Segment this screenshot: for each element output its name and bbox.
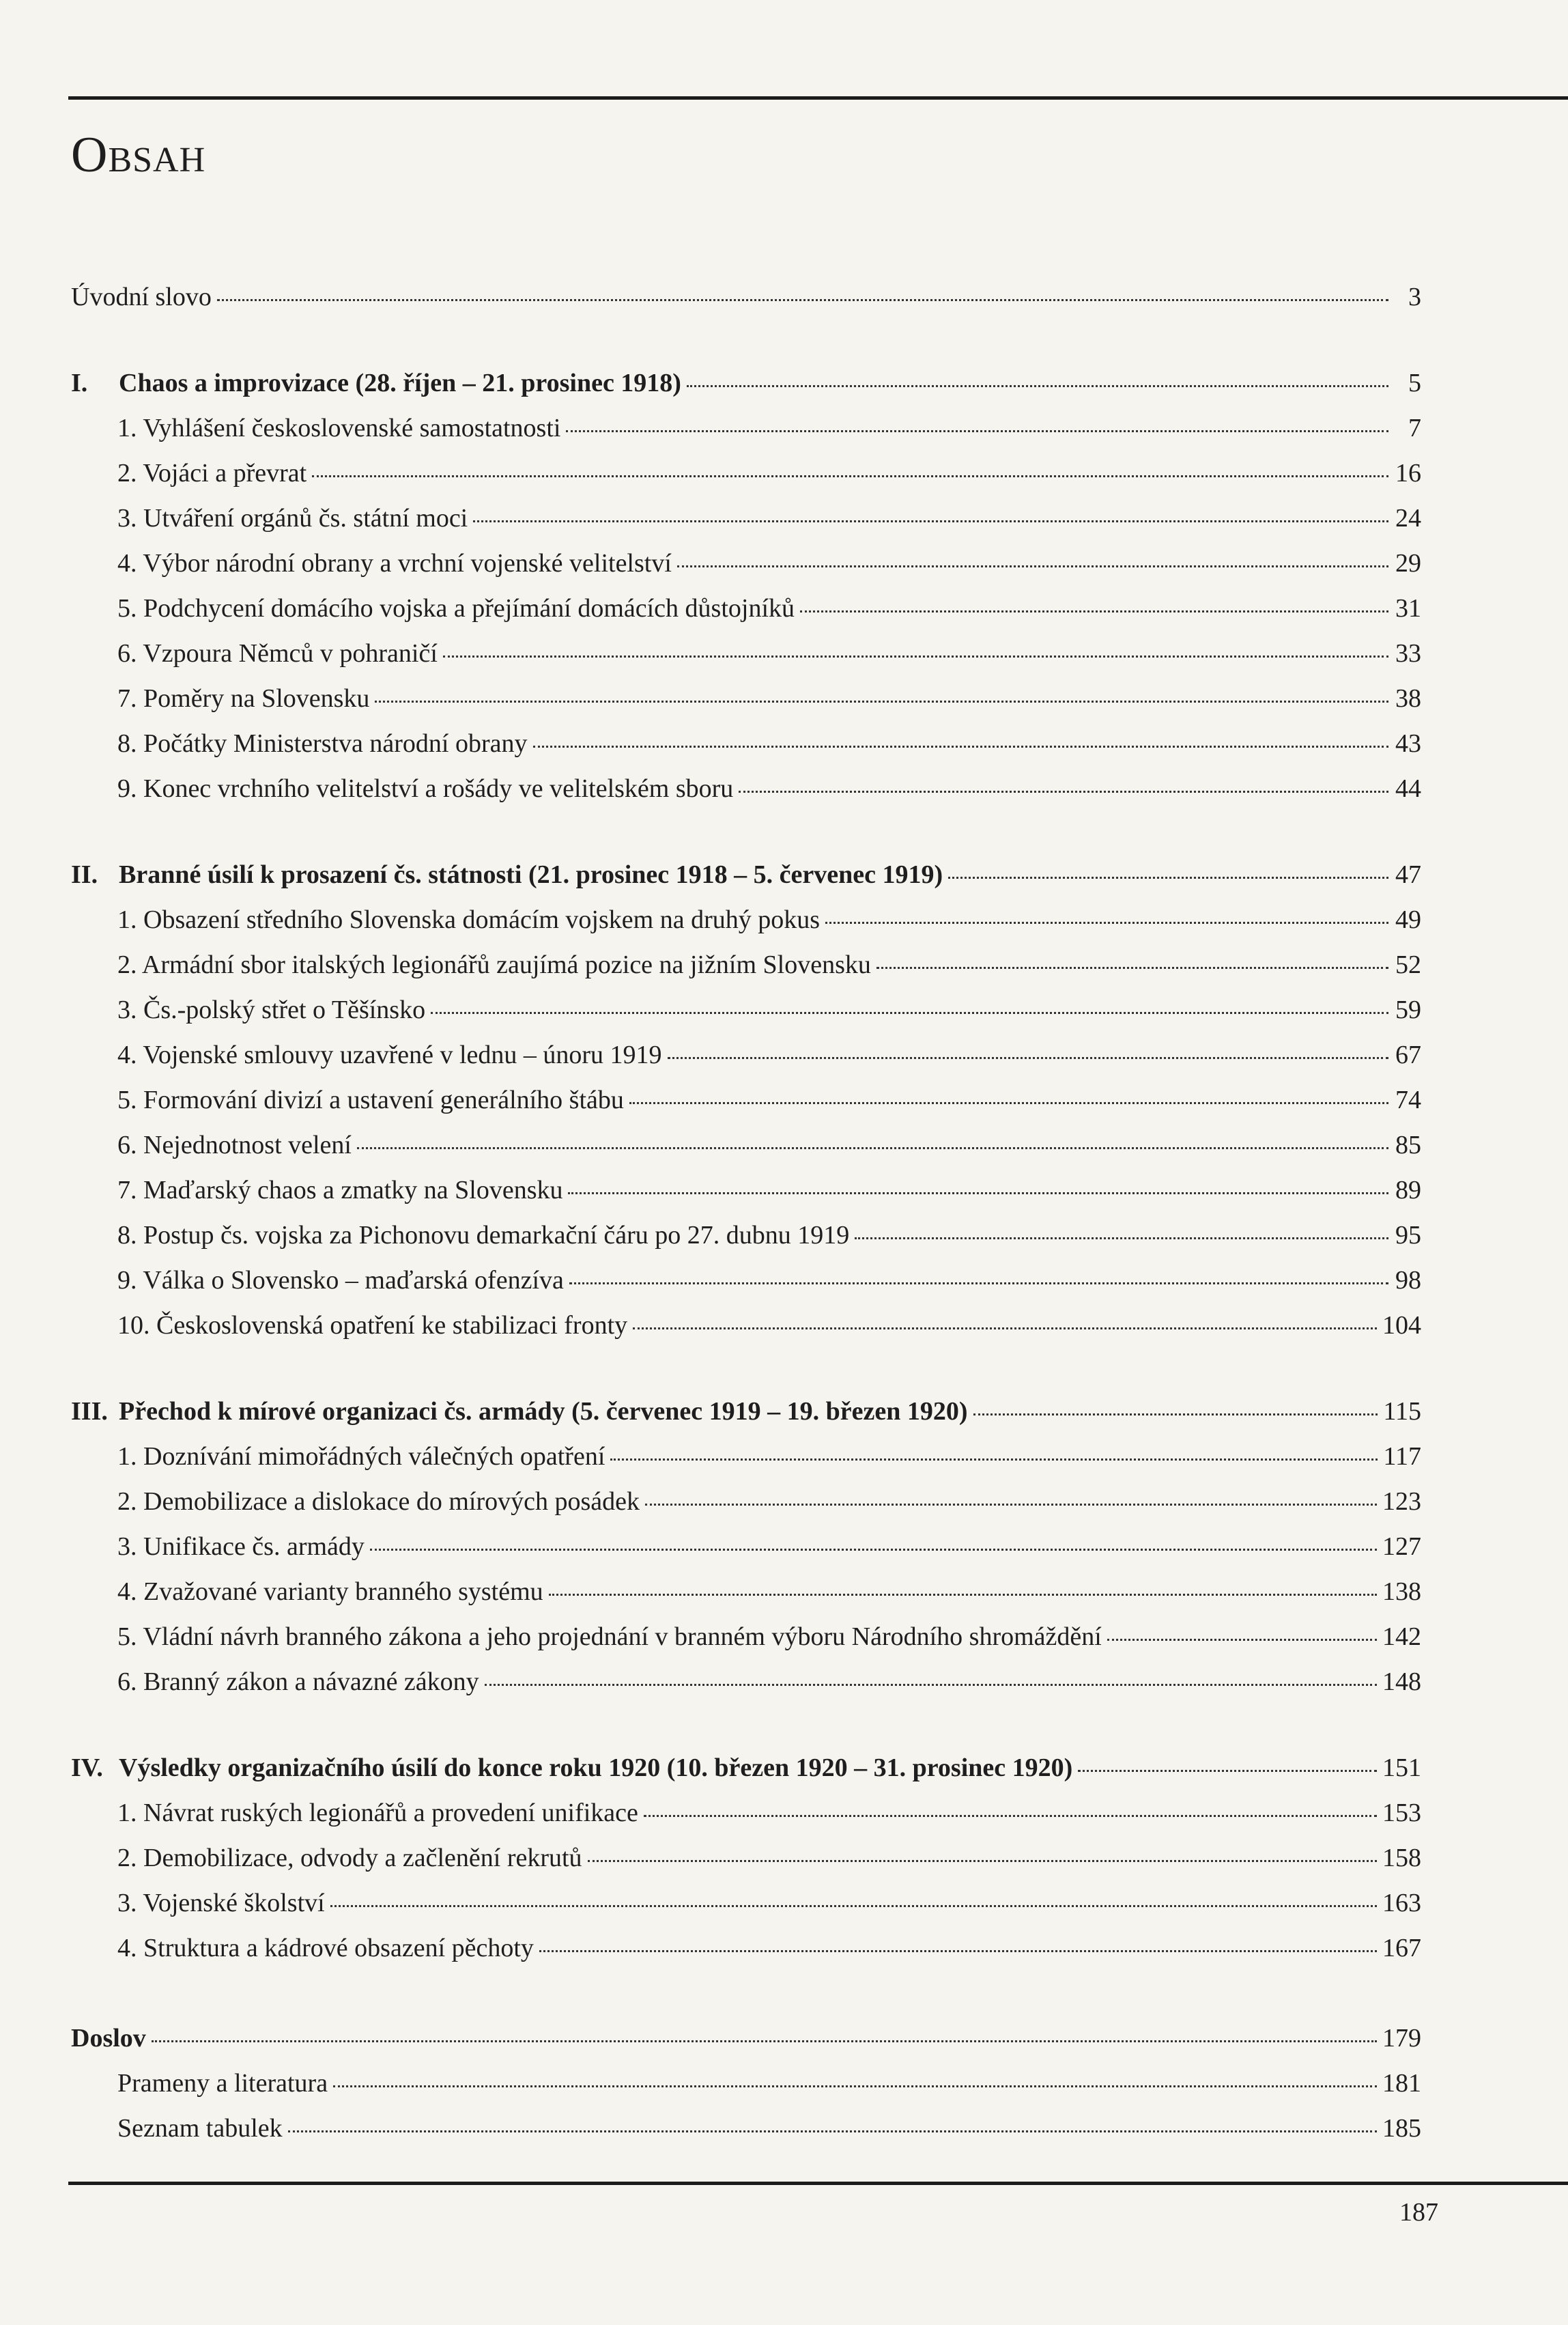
dot-leader — [948, 877, 1388, 879]
top-rule — [68, 96, 1568, 100]
chapter-title: Doslov — [71, 2024, 146, 2053]
toc-section[interactable] — [117, 1263, 1421, 1297]
toc-page-number: 181 — [1382, 2069, 1421, 2098]
toc-section[interactable] — [117, 1931, 1421, 1965]
dot-leader — [549, 1594, 1377, 1596]
section-title: 8. Počátky Ministerstva národní obrany — [117, 729, 528, 758]
section-title: 6. Branný zákon a návazné zákony — [117, 1667, 479, 1696]
toc-page-number: 163 — [1382, 1889, 1421, 1917]
toc-page-number: 148 — [1382, 1667, 1421, 1696]
toc-page-number: 33 — [1395, 639, 1421, 668]
toc-section[interactable] — [117, 546, 1421, 580]
toc-page-number: 16 — [1395, 459, 1421, 488]
section-title: 1. Obsazení středního Slovenska domácím vojskem na druhý pokus — [117, 905, 821, 934]
section-title: 4. Zvažované varianty branného systému — [117, 1577, 543, 1606]
toc-page-number: 117 — [1383, 1442, 1421, 1471]
dot-leader — [825, 922, 1388, 924]
chapter-title: Branné úsilí k prosazení čs. státnosti (21. prosinec 1918 – 5. červenec 1919) — [119, 860, 943, 889]
section-title: 7. Poměry na Slovensku — [117, 684, 370, 713]
toc-page-number: 123 — [1382, 1487, 1421, 1516]
toc-chapter-1[interactable] — [71, 366, 1421, 400]
toc-page-number: 29 — [1395, 549, 1421, 578]
section-title: 2. Demobilizace, odvody a začlenění rekrutů — [117, 1844, 582, 1872]
chapter-title: Výsledky organizačního úsilí do konce roku 1920 (10. březen 1920 – 31. prosinec 1920) — [119, 1753, 1073, 1782]
dot-leader — [633, 1327, 1377, 1329]
dot-leader — [566, 430, 1388, 432]
section-title: 5. Vládní návrh branného zákona a jeho projednání v branném výboru Národního shromáždění — [117, 1622, 1102, 1651]
toc-page-number: 5 — [1408, 369, 1421, 397]
toc-page-number: 67 — [1395, 1041, 1421, 1069]
dot-leader — [485, 1684, 1377, 1686]
chapter-title: Přechod k mírové organizaci čs. armády (5. červenec 1919 – 19. březen 1920) — [119, 1397, 968, 1426]
toc-chapter-2[interactable] — [71, 858, 1421, 892]
toc-section[interactable] — [117, 1439, 1421, 1474]
toc-chapter-3[interactable] — [71, 1394, 1421, 1428]
toc-section[interactable] — [117, 1886, 1421, 1920]
toc-section[interactable] — [117, 1620, 1421, 1654]
toc-section[interactable] — [117, 993, 1421, 1027]
chapter-number: II. — [71, 860, 98, 889]
section-title: 4. Struktura a kádrové obsazení pěchoty — [117, 1934, 534, 1962]
dot-leader — [668, 1057, 1388, 1059]
toc-section[interactable] — [117, 1308, 1421, 1342]
chapter-title: Chaos a improvizace (28. říjen – 21. prosinec 1918) — [119, 369, 681, 397]
toc-page-number: 185 — [1382, 2114, 1421, 2143]
section-title: 1. Vyhlášení československé samostatnosti — [117, 414, 561, 442]
dot-leader — [1107, 1639, 1377, 1641]
dot-leader — [645, 1504, 1377, 1506]
toc-section[interactable] — [117, 501, 1421, 535]
toc-page-number: 74 — [1395, 1086, 1421, 1114]
toc-page-number: 38 — [1395, 684, 1421, 713]
toc-page-number: 85 — [1395, 1131, 1421, 1159]
dot-leader — [739, 791, 1388, 793]
dot-leader — [312, 475, 1388, 477]
section-title: 2. Armádní sbor italských legionářů zaujímá pozice na jižním Slovensku — [117, 950, 871, 979]
dot-leader — [876, 967, 1388, 969]
section-title: 5. Podchycení domácího vojska a přejímání domácích důstojníků — [117, 594, 795, 623]
dot-leader — [644, 1815, 1377, 1817]
section-title: 3. Čs.-polský střet o Těšínsko — [117, 996, 426, 1024]
section-title: 9. Válka o Slovensko – maďarská ofenzíva — [117, 1266, 564, 1295]
section-title: 8. Postup čs. vojska za Pichonovu demarkační čáru po 27. dubnu 1919 — [117, 1221, 850, 1250]
dot-leader — [473, 520, 1388, 522]
toc-page-number: 89 — [1395, 1176, 1421, 1204]
toc-page-number: 104 — [1382, 1311, 1421, 1340]
bottom-rule — [68, 2182, 1568, 2185]
chapter-number: I. — [71, 369, 88, 397]
section-title: 1. Doznívání mimořádných válečných opatření — [117, 1442, 605, 1471]
toc-section[interactable] — [117, 727, 1421, 761]
section-title: 7. Maďarský chaos a zmatky na Slovensku — [117, 1176, 563, 1204]
toc-page-number: 167 — [1382, 1934, 1421, 1962]
toc-section[interactable] — [117, 772, 1421, 806]
toc-page-number: 138 — [1382, 1577, 1421, 1606]
toc-page-number: 49 — [1395, 905, 1421, 934]
toc-section[interactable] — [117, 1083, 1421, 1117]
section-title: 3. Utváření orgánů čs. státní moci — [117, 504, 468, 533]
toc-section[interactable] — [117, 1796, 1421, 1830]
dot-leader — [288, 2130, 1377, 2132]
section-title: Prameny a literatura — [117, 2069, 328, 2098]
toc-section[interactable] — [117, 456, 1421, 490]
toc-page-number: 153 — [1382, 1799, 1421, 1827]
toc-section[interactable] — [117, 681, 1421, 716]
toc-section[interactable] — [117, 1665, 1421, 1699]
toc-page-number: 47 — [1395, 860, 1421, 889]
toc-section[interactable] — [117, 1575, 1421, 1609]
toc-page-number: 151 — [1382, 1753, 1421, 1782]
toc-page-number: 3 — [1408, 283, 1421, 311]
toc-section[interactable] — [117, 2066, 1421, 2100]
toc-page-number: 24 — [1395, 504, 1421, 533]
dot-leader — [569, 1282, 1388, 1284]
dot-leader — [1078, 1770, 1377, 1772]
toc-page-number: 98 — [1395, 1266, 1421, 1295]
toc-section[interactable] — [117, 1128, 1421, 1162]
section-title: 10. Československá opatření ke stabilizaci fronty — [117, 1311, 628, 1340]
dot-leader — [370, 1549, 1377, 1551]
dot-leader — [588, 1860, 1377, 1862]
dot-leader — [610, 1459, 1378, 1461]
toc-section[interactable] — [117, 2111, 1421, 2145]
toc-section[interactable] — [117, 411, 1421, 445]
dot-leader — [687, 385, 1388, 387]
section-title: 6. Vzpoura Němců v pohraničí — [117, 639, 438, 668]
dot-leader — [431, 1012, 1388, 1014]
toc-page-number: 127 — [1382, 1532, 1421, 1561]
toc-section[interactable] — [117, 1038, 1421, 1072]
page-number: 187 — [1399, 2198, 1438, 2227]
dot-leader — [375, 701, 1388, 703]
toc-entry-afterword[interactable] — [71, 2021, 1421, 2055]
section-title: 5. Formování divizí a ustavení generálního štábu — [117, 1086, 624, 1114]
toc-page-number: 7 — [1408, 414, 1421, 442]
section-title: 6. Nejednotnost velení — [117, 1131, 352, 1159]
toc-page-number: 158 — [1382, 1844, 1421, 1872]
toc-page-number: 44 — [1395, 774, 1421, 803]
dot-leader — [330, 1905, 1377, 1907]
section-title: 3. Unifikace čs. armády — [117, 1532, 365, 1561]
section-title: 2. Demobilizace a dislokace do mírových posádek — [117, 1487, 640, 1516]
section-title: 2. Vojáci a převrat — [117, 459, 307, 488]
dot-leader — [677, 565, 1388, 567]
dot-leader — [152, 2040, 1377, 2042]
toc-section[interactable] — [117, 903, 1421, 937]
toc-page-number: 43 — [1395, 729, 1421, 758]
section-title: 1. Návrat ruských legionářů a provedení unifikace — [117, 1799, 638, 1827]
toc-section[interactable] — [117, 591, 1421, 625]
toc-page-number: 31 — [1395, 594, 1421, 623]
toc-section[interactable] — [117, 948, 1421, 982]
chapter-number: IV. — [71, 1753, 103, 1782]
toc-page-number: 95 — [1395, 1221, 1421, 1250]
toc-chapter-4[interactable] — [71, 1751, 1421, 1785]
dot-leader — [533, 746, 1388, 748]
chapter-number: III. — [71, 1397, 108, 1426]
section-title: Seznam tabulek — [117, 2114, 283, 2143]
toc-page-number: 115 — [1383, 1397, 1421, 1426]
section-title: 9. Konec vrchního velitelství a rošády ve velitelském sboru — [117, 774, 734, 803]
toc-page-number: 59 — [1395, 996, 1421, 1024]
dot-leader — [333, 2085, 1377, 2087]
toc-section[interactable] — [117, 1841, 1421, 1875]
dot-leader — [855, 1237, 1388, 1239]
toc-page-number: 52 — [1395, 950, 1421, 979]
dot-leader — [539, 1950, 1377, 1952]
toc-section[interactable] — [117, 1484, 1421, 1519]
toc-section[interactable] — [117, 1530, 1421, 1564]
toc-page-number: 179 — [1382, 2024, 1421, 2053]
toc-section[interactable] — [117, 636, 1421, 671]
toc-entry-intro[interactable] — [71, 280, 1421, 314]
dot-leader — [973, 1413, 1378, 1415]
toc-page-number: 142 — [1382, 1622, 1421, 1651]
dot-leader — [568, 1192, 1388, 1194]
section-title: 4. Vojenské smlouvy uzavřené v lednu – únoru 1919 — [117, 1041, 662, 1069]
toc-section[interactable] — [117, 1173, 1421, 1207]
toc-entry-title: Úvodní slovo — [71, 283, 212, 311]
toc-section[interactable] — [117, 1218, 1421, 1252]
dot-leader — [357, 1147, 1388, 1149]
dot-leader — [629, 1102, 1388, 1104]
section-title: 3. Vojenské školství — [117, 1889, 325, 1917]
dot-leader — [443, 656, 1388, 658]
page-title: Obsah — [71, 127, 206, 183]
section-title: 4. Výbor národní obrany a vrchní vojenské velitelství — [117, 549, 672, 578]
dot-leader — [217, 299, 1388, 301]
dot-leader — [800, 610, 1388, 612]
